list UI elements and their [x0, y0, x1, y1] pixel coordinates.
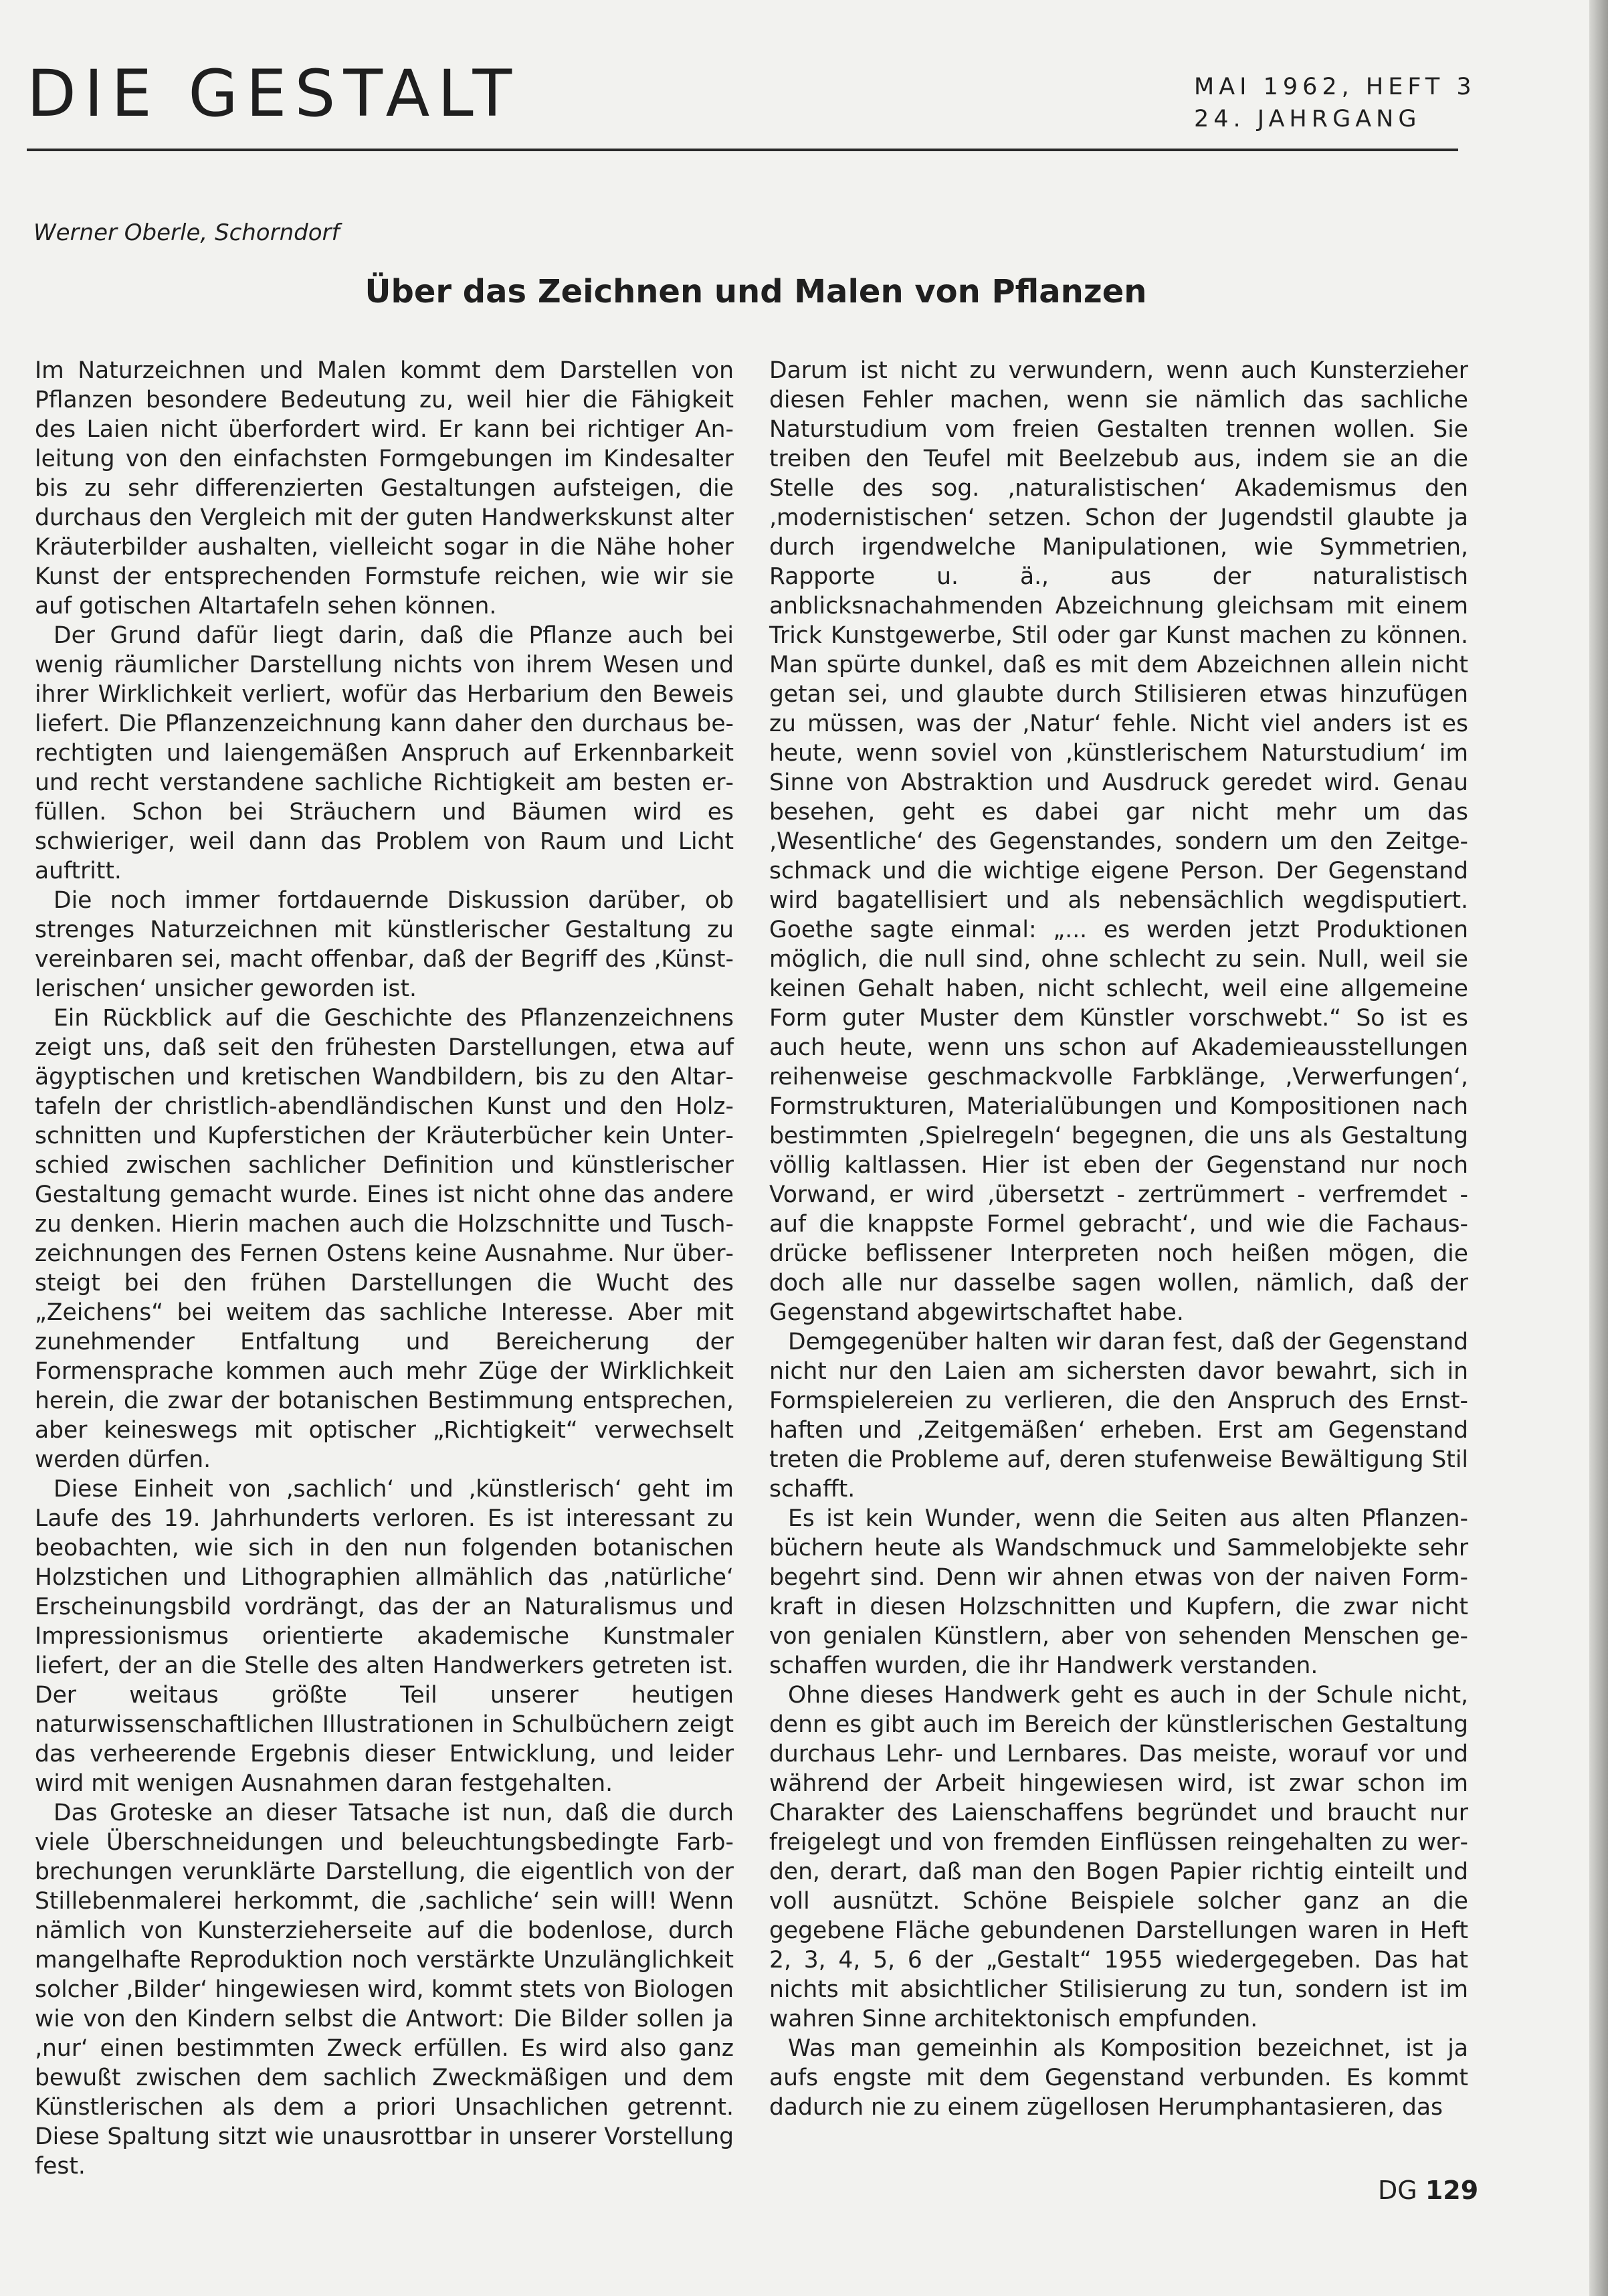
- header-rule: [27, 149, 1458, 151]
- left-column: [35, 356, 734, 2181]
- right-column: [769, 356, 1468, 2122]
- paragraph: Im Naturzeichnen und Malen kommt dem Darstellen von Pflanzen besondere Bedeutung zu, weil hier die Fähigkeit des Laien nicht überfordert wird. Er kann bei richtiger Anleitung von den einfachsten Formgebungen im Kindesalter bis zu sehr differenzierten Gestaltungen aufsteigen, die durchaus den Vergleich mit der guten Handwerkskunst alter Kräuterbilder aushalten, vielleicht sogar in die Nähe hoher Kunst der entsprechenden Formstufe reichen, wie wir sie auf gotischen Altartafeln sehen können.: [35, 357, 734, 619]
- paragraph: Diese Einheit von ‚sachlich‘ und ‚künstlerisch‘ geht im Laufe des 19. Jahrhunderts verloren. Es ist interessant zu beobachten, wie sich in den nun folgenden botanischen Holzstichen und Lithographien allmählich das ‚natürliche‘ Erscheinungsbild vordrängt, das der an Naturalismus und Impressionismus orientierte akademische Kunstmaler liefert, der an die Stelle des alten Handwerkers getreten ist. Der weitaus größte Teil unserer heutigen naturwissenschaftlichen Illustrationen in Schulbüchern zeigt das verheerende Ergebnis dieser Entwicklung, und leider wird mit wenigen Ausnahmen daran festgehalten.: [35, 1476, 734, 1797]
- article-author: Werner Oberle, Schorndorf: [33, 219, 340, 246]
- article-title: Über das Zeichnen und Malen von Pflanzen: [365, 273, 1147, 310]
- paragraph: Was man gemeinhin als Komposition bezeichnet, ist ja aufs engste mit dem Gegenstand verbunden. Es kommt dadurch nie zu einem zügellosen Herumphantasieren, das: [769, 2035, 1468, 2121]
- paragraph: Demgegenüber halten wir daran fest, daß der Gegenstand nicht nur den Laien am sichersten davor bewahrt, sich in Formspielereien zu verlieren, die den Anspruch des Ernsthaften und ‚Zeitgemäßen‘ erheben. Erst am Gegenstand treten die Probleme auf, deren stufenweise Bewältigung Stil schafft.: [769, 1329, 1468, 1503]
- page-footer: [1378, 2176, 1478, 2205]
- paragraph: Darum ist nicht zu verwundern, wenn auch Kunsterzieher diesen Fehler machen, wenn sie nämlich das sachliche Naturstudium vom freien Gestalten trennen wollen. Sie treiben den Teufel mit Beelzebub aus, indem sie an die Stelle des sog. ‚naturalistischen‘ Akademismus den ‚modernistischen‘ setzen. Schon der Jugendstil glaubte ja durch irgendwelche Manipulationen, wie Symmetrien, Rapporte u. ä., aus der naturalistisch anblicksnachahmenden Abzeichnung gleichsam mit einem Trick Kunstgewerbe, Stil oder gar Kunst machen zu können. Man spürte dunkel, daß es mit dem Abzeichnen allein nicht getan sei, und glaubte durch Stilisieren etwas hinzufügen zu müssen, was der ‚Natur‘ fehle. Nicht viel anders ist es heute, wenn soviel von ‚künstlerischem Naturstudium‘ im Sinne von Abstraktion und Ausdruck geredet wird. Genau besehen, geht es dabei gar nicht mehr um das ‚Wesentliche‘ des Gegenstandes, sondern um den Zeitgeschmack und die wichtige eigene Person. Der Gegenstand wird bagatellisiert und als nebensächlich wegdisputiert. Goethe sagte einmal: „... es werden jetzt Produktionen möglich, die null sind, ohne schlecht zu sein. Null, weil sie keinen Gehalt haben, nicht schlecht, weil eine allgemeine Form guter Muster dem Künstler vorschwebt.“ So ist es auch heute, wenn uns schon auf Akademieausstellungen reihenweise geschmackvolle Farbklänge, ‚Verwerfungen‘, Formstrukturen, Materialübungen und Kompositionen nach bestimmten ‚Spielregeln‘ begegnen, die uns als Gestaltung völlig kaltlassen. Hier ist eben der Gegenstand nur noch Vorwand, er wird ‚übersetzt - zertrümmert - verfremdet - auf die knappste Formel gebracht‘, und wie die Fachausdrücke beflissener Interpreten noch heißen mögen, die doch alle nur dasselbe sagen wollen, nämlich, daß der Gegenstand abgewirtschaftet habe.: [769, 357, 1468, 1326]
- paragraph: Das Groteske an dieser Tatsache ist nun, daß die durch viele Überschneidungen und beleuchtungsbedingte Farbbrechungen verunklärte Darstellung, die eigentlich von der Stillebenmalerei herkommt, die ‚sachliche‘ sein will! Wenn nämlich von Kunsterzieherseite auf die bodenlose, durch mangelhafte Reproduktion noch verstärkte Unzulänglichkeit solcher ‚Bilder‘ hingewiesen wird, kommt stets von Biologen wie von den Kindern selbst die Antwort: Die Bilder sollen ja ‚nur‘ einen bestimmten Zweck erfüllen. Es wird also ganz bewußt zwischen dem sachlich Zweckmäßigen und dem Künstlerischen als dem a priori Unsachlichen getrennt. Diese Spaltung sitzt wie unausrottbar in unserer Vorstellung fest.: [35, 1800, 734, 2180]
- issue-info: [1194, 71, 1476, 135]
- paragraph: Es ist kein Wunder, wenn die Seiten aus alten Pflanzenbüchern heute als Wandschmuck und Sammelobjekte sehr begehrt sind. Denn wir ahnen etwas von der naiven Formkraft in diesen Holzschnitten und Kupfern, die zwar nicht von genialen Künstlern, aber von sehenden Menschen geschaffen wurden, die ihr Handwerk verstanden.: [769, 1505, 1468, 1679]
- issue-volume: 24. JAHRGANG: [1194, 106, 1421, 132]
- paragraph: Ohne dieses Handwerk geht es auch in der Schule nicht, denn es gibt auch im Bereich der künstlerischen Gestaltung durchaus Lehr- und Lernbares. Das meiste, worauf vor und während der Arbeit hingewiesen wird, ist zwar schon im Charakter des Laienschaffens begründet und braucht nur freigelegt und von fremden Einflüssen reingehalten zu werden, derart, daß man den Bogen Papier richtig einteilt und voll ausnützt. Schöne Beispiele solcher ganz an die gegebene Fläche gebundenen Darstellungen waren in Heft 2, 3, 4, 5, 6 der „Gestalt“ 1955 wiedergegeben. Das hat nichts mit absichtlicher Stilisierung zu tun, sondern ist im wahren Sinne architektonisch empfunden.: [769, 1682, 1468, 2032]
- page-binding-shadow: [1589, 0, 1608, 2296]
- paragraph: Ein Rückblick auf die Geschichte des Pflanzenzeichnens zeigt uns, daß seit den frühesten Darstellungen, etwa auf ägyptischen und kretischen Wandbildern, bis zu den Altartafeln der christlich-abendländischen Kunst und den Holzschnitten und Kupferstichen der Kräuterbücher kein Unterschied zwischen sachlicher Definition und künstlerischer Gestaltung gemacht wurde. Eines ist nicht ohne das andere zu denken. Hierin machen auch die Holzschnitte und Tuschzeichnungen des Fernen Ostens keine Ausnahme. Nur übersteigt bei den frühen Darstellungen die Wucht des „Zeichens“ bei weitem das sachliche Interesse. Aber mit zunehmender Entfaltung und Bereicherung der Formensprache kommen auch mehr Züge der Wirklichkeit herein, die zwar der botanischen Bestimmung entsprechen, aber keineswegs mit optischer „Richtigkeit“ verwechselt werden dürfen.: [35, 1005, 734, 1473]
- paragraph: Der Grund dafür liegt darin, daß die Pflanze auch bei wenig räumlicher Darstellung nichts von ihrem Wesen und ihrer Wirklichkeit verliert, wofür das Herbarium den Beweis liefert. Die Pflanzenzeichnung kann daher den durchaus berechtigten und laiengemäßen Anspruch auf Erkennbarkeit und recht verstandene sachliche Richtigkeit am besten erfüllen. Schon bei Sträuchern und Bäumen wird es schwieriger, weil dann das Problem von Raum und Licht auftritt.: [35, 622, 734, 884]
- magazine-title: DIE GESTALT: [27, 56, 520, 131]
- issue-date: MAI 1962, HEFT 3: [1194, 74, 1476, 100]
- journal-abbreviation: DG: [1378, 2176, 1417, 2205]
- page-number: 129: [1425, 2176, 1479, 2205]
- paragraph: Die noch immer fortdauernde Diskussion darüber, ob strenges Naturzeichnen mit künstlerischer Gestaltung zu vereinbaren sei, macht offenbar, daß der Begriff des ‚Künstlerischen‘ unsicher geworden ist.: [35, 887, 734, 1002]
